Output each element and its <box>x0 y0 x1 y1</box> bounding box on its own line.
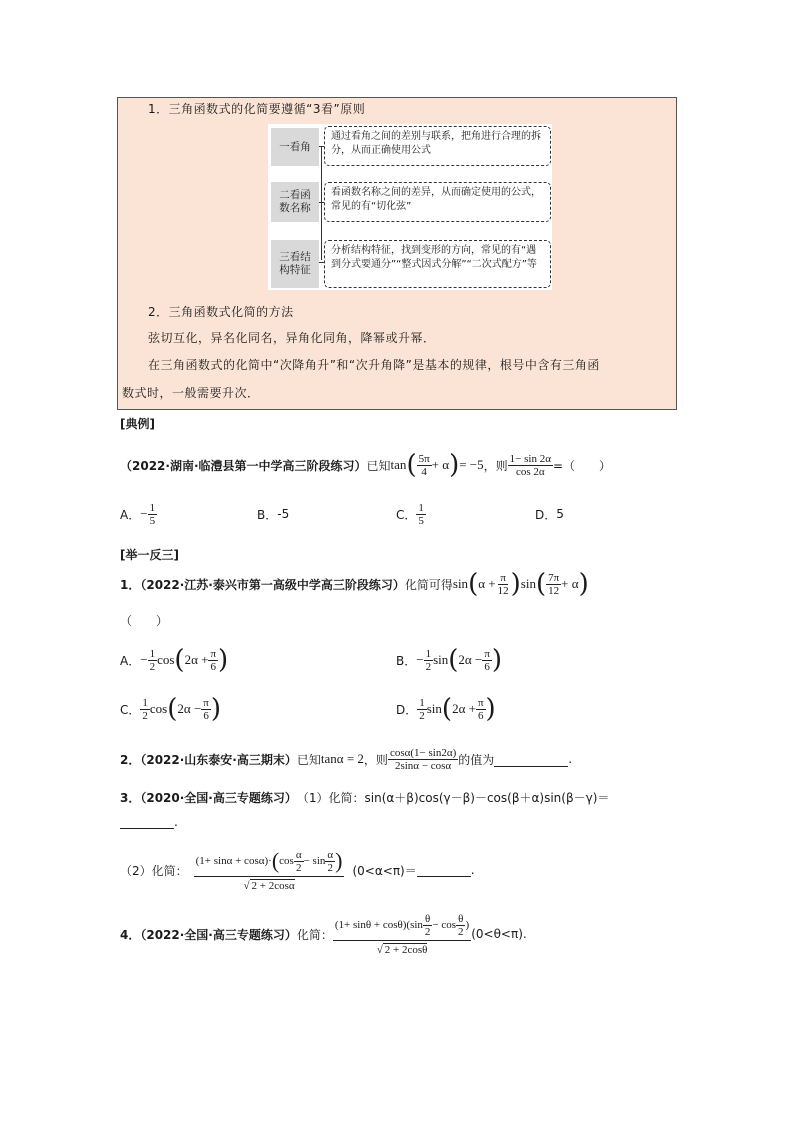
q1-option-a[interactable]: A． − $\frac{1}{2}$ cos ( 2α + $\frac{\pi}{6}$ ) <box>120 645 229 675</box>
diagram-box-structure: 分析结构特征，找到变形的方向，常见的有“遇到分式要通分”“整式因式分解”“二次式配方”等 <box>324 240 551 288</box>
q3-part1-answer: . <box>120 815 178 829</box>
q1-option-c[interactable]: C． $\frac{1}{2}$ cos ( 2α − $\frac{\pi}{6}$ ) <box>120 694 222 724</box>
fraction-5pi-4: $\frac{5\pi}{4}$ <box>418 452 430 478</box>
tan-symbol: tan <box>390 457 407 472</box>
q1-option-d[interactable]: D． $\frac{1}{2}$ sin ( 2α + $\frac{\pi}{6}$ ) <box>396 694 496 724</box>
diagram-spine <box>321 146 322 260</box>
example-label: [典例] <box>120 417 155 431</box>
example-option-d[interactable]: D． 5 <box>535 507 564 522</box>
q2-question: 2．（2022·山东泰安·高三期末） 已知 tanα = 2 ，则 $\frac{\cos\alpha(1- \sin 2\alpha)}{2\sin\alpha - \cos\alpha}$ 的值为 . <box>120 746 573 772</box>
q3-part1: 3．（2020·全国·高三专题练习） （1）化简：sin(α＋β)cos(γ－β)－cos(β＋α)sin(β－γ)＝ <box>120 791 610 805</box>
fraction-expression: $\frac{1- \sin 2\alpha}{\cos 2\alpha}$ <box>509 452 551 478</box>
diagram-tag-angle: 一看角 <box>271 128 319 166</box>
q3-source: 3．（2020·全国·高三专题练习） <box>120 791 297 805</box>
paren-right: ) <box>449 450 460 480</box>
q4-question: 4．（2022·全国·高三专题练习） 化简： (1+ sinθ + cosθ)(sin $\frac{\theta}{2}$ − cos $\frac{\theta}{2}$ ) √ 2 + 2cosθ (0<θ<π). <box>120 912 527 956</box>
diagram-box-angle: 通过看角之间的差别与联系，把角进行合理的拆分，从而正确使用公式 <box>324 126 551 166</box>
q1-stem: 化简可得 <box>404 577 453 592</box>
paren-left: ( <box>406 450 417 480</box>
diagram-box-function-name: 看函数名称之间的差异，从而确定使用的公式，常见的有“切化弦” <box>324 182 551 222</box>
q2-answer-blank[interactable] <box>494 752 568 767</box>
q1-question: 1．（2022·江苏·泰兴市第一高级中学高三阶段练习） 化简可得 sin ( α + $\frac{\pi}{12}$ ) sin ( $\frac{7\pi}{12}$ + α ) <box>120 569 589 599</box>
summary-heading-2: 2．三角函数式化简的方法 <box>148 305 294 319</box>
summary-note-line2: 数式时，一般需要升次． <box>122 386 260 400</box>
example-option-b[interactable]: B． -5 <box>257 507 290 522</box>
diagram-tag-function-name: 二看函数名称 <box>271 182 319 222</box>
answer-paren: =（ ） <box>552 458 612 473</box>
plus-alpha: + α <box>431 457 450 472</box>
summary-method: 弦切互化，异名化同名，异角化同角，降幂或升幂． <box>148 331 436 345</box>
then-text: ，则 <box>483 458 508 473</box>
q3-part1-blank[interactable] <box>120 816 174 829</box>
example-source: （2022·湖南·临澧县第一中学高三阶段练习） <box>120 458 367 473</box>
q1-answer-paren: （ ） <box>120 614 169 628</box>
example-option-c[interactable]: C． $\frac{1}{5}$ <box>396 501 424 527</box>
equals-minus-5: = −5 <box>459 457 484 472</box>
example-question <box>120 448 611 482</box>
q4-source: 4．（2022·全国·高三专题练习） <box>120 927 297 942</box>
summary-note-line1: 在三角函数式的化简中“次降角升”和“次升角降”是基本的规律，根号中含有三角函 <box>148 358 600 372</box>
q3-part2-blank[interactable] <box>417 864 471 877</box>
diagram-tag-structure: 三看结构特征 <box>271 240 319 288</box>
q2-source: 2．（2022·山东泰安·高三期末） <box>120 752 297 767</box>
q1-source: 1．（2022·江苏·泰兴市第一高级中学高三阶段练习） <box>120 577 405 592</box>
q1-option-b[interactable]: B． − $\frac{1}{2}$ sin ( 2α − $\frac{\pi}{6}$ ) <box>396 645 503 675</box>
q3-part2: （2）化简： (1+ sinα + cosα)· ( cos $\frac{\alpha}{2}$ − sin $\frac{\alpha}{2}$ ) √ 2 + 2cosα (0<α<π)＝ . <box>120 848 475 892</box>
example-stem: 已知 <box>366 458 391 473</box>
summary-heading-1: 1．三角函数式的化简要遵循“3看”原则 <box>148 102 366 116</box>
practice-label: [举一反三] <box>120 548 179 562</box>
example-option-a[interactable]: A． − $\frac{1}{5}$ <box>120 501 156 527</box>
